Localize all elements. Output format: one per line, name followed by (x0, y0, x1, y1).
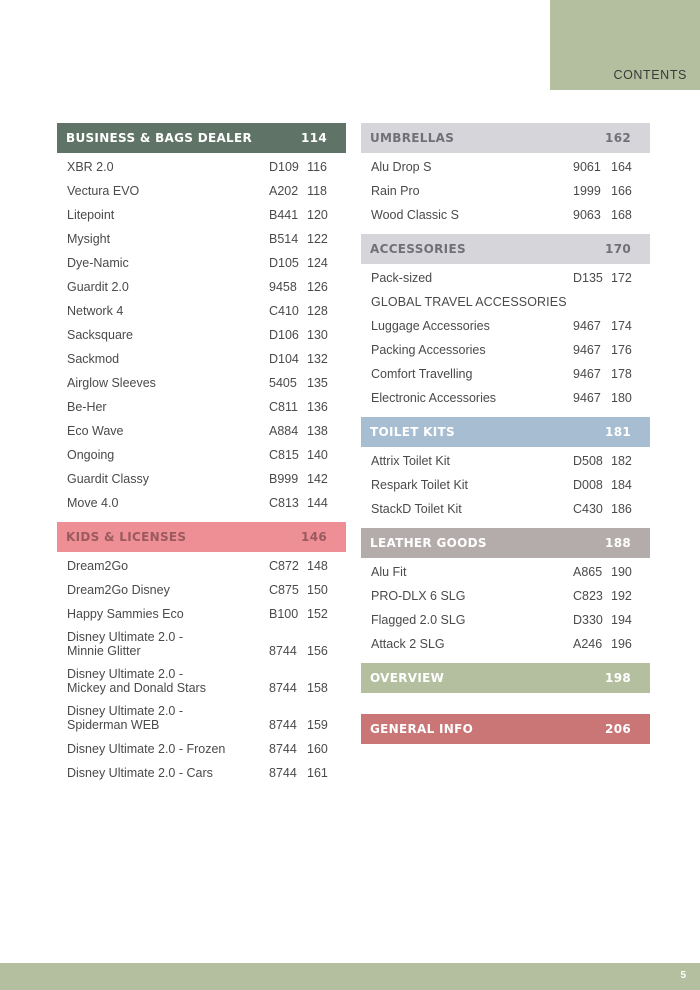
entry-name (67, 699, 269, 736)
entry-name (67, 662, 269, 699)
entry-page: 182 (611, 454, 632, 468)
entry-page: 142 (307, 472, 328, 486)
entry-name-line: Litepoint (67, 208, 115, 222)
entry-name-line: Dream2Go (67, 559, 129, 573)
toc-entry[interactable] (57, 490, 346, 514)
toc-entry[interactable] (361, 472, 650, 496)
toc-entry[interactable] (57, 466, 346, 490)
entry-code: 9061 (573, 160, 601, 174)
entry-page: 118 (307, 184, 327, 198)
entry-code: C430 (573, 502, 603, 516)
entry-page: 166 (611, 184, 632, 198)
entry-code: 8744 (269, 742, 297, 756)
section-header[interactable] (57, 522, 346, 552)
entry-name (67, 179, 269, 202)
section-title: BUSINESS & BAGS DEALER (66, 131, 253, 145)
footer-bar (0, 963, 700, 990)
entry-name (371, 497, 573, 520)
entry-code: 9467 (573, 391, 601, 405)
entry-name (371, 362, 573, 385)
entry-page: 122 (307, 232, 328, 246)
entry-page: 156 (307, 644, 328, 658)
entry-name-line: Alu Drop S (371, 160, 432, 174)
toc-entry[interactable] (361, 361, 650, 385)
entry-page: 140 (307, 448, 328, 462)
entry-name-line: Pack-sized (371, 271, 433, 285)
entry-name-line: Sackmod (67, 352, 120, 366)
entry-name-line: Alu Fit (371, 565, 407, 579)
toc-section (57, 123, 346, 522)
contents-label: CONTENTS (613, 68, 687, 82)
entry-code: C813 (269, 496, 299, 510)
entry-page: 138 (307, 424, 328, 438)
entry-page: 148 (307, 559, 328, 573)
entry-name-line: Attack 2 SLG (371, 637, 445, 651)
section-page: 162 (605, 131, 631, 145)
section-spacer (361, 744, 650, 755)
entry-code: 9467 (573, 343, 601, 357)
entry-name (371, 155, 573, 178)
entry-name-line: Disney Ultimate 2.0 - (67, 667, 184, 681)
entry-name-line: Guardit Classy (67, 472, 149, 486)
entry-name (67, 761, 269, 784)
entry-code: D104 (269, 352, 299, 366)
section-spacer (361, 693, 650, 704)
entry-code: 8744 (269, 766, 297, 780)
toc-section (361, 123, 650, 234)
section-title: TOILET KITS (370, 425, 455, 439)
entry-code: 9458 (269, 280, 297, 294)
toc-entry[interactable] (57, 736, 346, 760)
entry-name (67, 251, 269, 274)
entry-name-line: Disney Ultimate 2.0 - (67, 704, 184, 718)
entry-name-line: Sacksquare (67, 328, 134, 342)
entry-name-line: Mysight (67, 232, 111, 246)
entry-name (371, 473, 573, 496)
toc-entry[interactable] (361, 385, 650, 409)
entry-name (371, 314, 573, 337)
entry-name (67, 491, 269, 514)
entry-code: A246 (573, 637, 603, 651)
entry-name-line: Wood Classic S (371, 208, 459, 222)
toc-entry[interactable] (57, 577, 346, 601)
entry-page: 176 (611, 343, 632, 357)
entry-page: 164 (611, 160, 632, 174)
toc-entry[interactable] (57, 370, 346, 394)
entry-name (371, 338, 573, 361)
toc-section (57, 522, 346, 792)
entry-code: C815 (269, 448, 299, 462)
entry-code: 5405 (269, 376, 297, 390)
entry-code: C811 (269, 400, 298, 414)
entry-name (371, 560, 573, 583)
entry-name-line: Respark Toilet Kit (371, 478, 469, 492)
toc-entry[interactable] (57, 394, 346, 418)
entry-page: 172 (611, 271, 632, 285)
entry-page: 160 (307, 742, 328, 756)
contents-tab (550, 0, 700, 90)
entry-name (371, 203, 573, 226)
entry-name (67, 275, 269, 298)
section-header[interactable] (361, 123, 650, 153)
section-title: ACCESSORIES (370, 242, 466, 256)
entry-name-line: Attrix Toilet Kit (371, 454, 450, 468)
entry-name (67, 347, 269, 370)
entry-name-line: GLOBAL TRAVEL ACCESSORIES (371, 295, 567, 309)
toc-entry[interactable] (57, 553, 346, 577)
section-items (361, 264, 650, 417)
entry-code: 9467 (573, 367, 601, 381)
section-page: 181 (605, 425, 631, 439)
entry-name-line: Dream2Go Disney (67, 583, 170, 597)
entry-name-line: Disney Ultimate 2.0 - (67, 630, 184, 644)
entry-name-line: Be-Her (67, 400, 107, 414)
toc-entry[interactable] (57, 760, 346, 784)
toc-entry[interactable] (361, 202, 650, 226)
entry-code: B999 (269, 472, 299, 486)
toc-entry[interactable] (57, 442, 346, 466)
entry-page: 124 (307, 256, 328, 270)
entry-code: D008 (573, 478, 603, 492)
entry-name (67, 155, 269, 178)
entry-page: 190 (611, 565, 632, 579)
section-page: 114 (301, 131, 327, 145)
page-number: 5 (680, 970, 686, 981)
entry-code: A865 (573, 565, 603, 579)
entry-name (371, 449, 573, 472)
entry-page: 159 (307, 718, 328, 732)
section-items (361, 447, 650, 528)
toc-entry[interactable] (57, 226, 346, 250)
entry-name-line: Eco Wave (67, 424, 124, 438)
section-page: 170 (605, 242, 631, 256)
toc-section (361, 528, 650, 663)
entry-code: B100 (269, 607, 299, 621)
section-title: LEATHER GOODS (370, 536, 487, 550)
entry-page: 126 (307, 280, 328, 294)
toc-entry[interactable] (57, 322, 346, 346)
entry-page (611, 309, 631, 313)
entry-page: 116 (307, 160, 327, 174)
entry-code: A884 (269, 424, 299, 438)
entry-name-line: Disney Ultimate 2.0 - Cars (67, 766, 213, 780)
entry-name (371, 290, 573, 313)
toc-section (361, 234, 650, 417)
toc-section (361, 714, 650, 755)
entry-code: 9467 (573, 319, 601, 333)
section-items (361, 558, 650, 663)
entry-name (67, 227, 269, 250)
entry-name (371, 632, 573, 655)
toc-entry[interactable] (361, 178, 650, 202)
entry-page: 128 (307, 304, 328, 318)
section-page: 206 (605, 722, 631, 736)
entry-page: 180 (611, 391, 632, 405)
entry-code: D135 (573, 271, 603, 285)
entry-code: D109 (269, 160, 299, 174)
entry-name-line: Vectura EVO (67, 184, 140, 198)
toc-entry[interactable] (57, 418, 346, 442)
toc-entry[interactable] (57, 250, 346, 274)
entry-code: C823 (573, 589, 603, 603)
entry-name (67, 299, 269, 322)
toc-entry[interactable] (361, 337, 650, 361)
entry-code: D508 (573, 454, 603, 468)
entry-page: 152 (307, 607, 328, 621)
entry-name-line: PRO-DLX 6 SLG (371, 589, 466, 603)
toc-entry[interactable] (57, 625, 346, 662)
entry-name-line-2: Mickey and Donald Stars (67, 681, 206, 695)
entry-name-line: Packing Accessories (371, 343, 486, 357)
entry-code: 8744 (269, 644, 297, 658)
entry-page: 186 (611, 502, 632, 516)
section-items (57, 552, 346, 792)
section-header[interactable] (361, 417, 650, 447)
entry-name-line: Dye-Namic (67, 256, 129, 270)
toc-entry[interactable] (57, 154, 346, 178)
toc-entry[interactable] (57, 178, 346, 202)
entry-page: 136 (307, 400, 328, 414)
toc-entry[interactable] (361, 559, 650, 583)
entry-name-line: Electronic Accessories (371, 391, 497, 405)
right-column (361, 123, 650, 755)
entry-name-line: Move 4.0 (67, 496, 119, 510)
section-page: 198 (605, 671, 631, 685)
left-column (57, 123, 346, 792)
toc-entry[interactable] (361, 154, 650, 178)
entry-page: 132 (307, 352, 328, 366)
toc-entry[interactable] (361, 448, 650, 472)
entry-name-line: Disney Ultimate 2.0 - Frozen (67, 742, 226, 756)
section-header[interactable] (361, 234, 650, 264)
section-items (57, 153, 346, 522)
section-header[interactable] (57, 123, 346, 153)
entry-page: 135 (307, 376, 328, 390)
entry-code: D105 (269, 256, 299, 270)
entry-name-line: XBR 2.0 (67, 160, 114, 174)
entry-page: 194 (611, 613, 632, 627)
entry-name (67, 467, 269, 490)
entry-name (371, 386, 573, 409)
entry-name (67, 323, 269, 346)
entry-page: 130 (307, 328, 328, 342)
toc-entry[interactable] (361, 607, 650, 631)
entry-page: 144 (307, 496, 328, 510)
toc-entry[interactable] (57, 699, 346, 736)
toc-entry[interactable] (57, 662, 346, 699)
section-header[interactable] (361, 528, 650, 558)
entry-name-line: Flagged 2.0 SLG (371, 613, 466, 627)
toc-entry[interactable] (57, 601, 346, 625)
entry-name (67, 419, 269, 442)
entry-name-line: Ongoing (67, 448, 115, 462)
entry-name-line: Rain Pro (371, 184, 420, 198)
entry-name (371, 584, 573, 607)
entry-code: D106 (269, 328, 299, 342)
entry-page: 120 (307, 208, 328, 222)
section-title: UMBRELLAS (370, 131, 455, 145)
toc-section (361, 663, 650, 704)
entry-code: B441 (269, 208, 299, 222)
entry-name (67, 554, 269, 577)
entry-page: 174 (611, 319, 632, 333)
entry-code: 8744 (269, 681, 297, 695)
entry-name-line: Happy Sammies Eco (67, 607, 184, 621)
section-title: KIDS & LICENSES (66, 530, 187, 544)
section-page: 188 (605, 536, 631, 550)
toc-entry[interactable] (361, 631, 650, 655)
entry-code: 8744 (269, 718, 297, 732)
entry-code: A202 (269, 184, 299, 198)
section-title: OVERVIEW (370, 671, 445, 685)
entry-page: 196 (611, 637, 632, 651)
entry-name (371, 179, 573, 202)
toc-entry[interactable] (57, 274, 346, 298)
entry-page: 161 (307, 766, 328, 780)
entry-name (67, 625, 269, 662)
entry-name-line: Comfort Travelling (371, 367, 473, 381)
entry-page: 178 (611, 367, 632, 381)
entry-name (371, 608, 573, 631)
toc-entry[interactable] (57, 298, 346, 322)
section-header[interactable] (361, 714, 650, 744)
entry-name (67, 371, 269, 394)
entry-page: 158 (307, 681, 328, 695)
entry-code: 1999 (573, 184, 601, 198)
entry-code (573, 309, 611, 313)
toc-entry[interactable] (361, 313, 650, 337)
entry-page: 192 (611, 589, 632, 603)
section-header[interactable] (361, 663, 650, 693)
entry-name-line: StackD Toilet Kit (371, 502, 462, 516)
entry-name (67, 395, 269, 418)
entry-code: B514 (269, 232, 299, 246)
entry-name (67, 443, 269, 466)
toc-entry[interactable] (361, 289, 650, 313)
toc-entry[interactable] (361, 496, 650, 520)
toc-section (361, 417, 650, 528)
section-title: GENERAL INFO (370, 722, 474, 736)
entry-code: C410 (269, 304, 299, 318)
section-items (361, 153, 650, 234)
entry-name (67, 737, 269, 760)
entry-code: D330 (573, 613, 603, 627)
entry-page: 150 (307, 583, 328, 597)
entry-name (67, 602, 269, 625)
entry-code: C875 (269, 583, 299, 597)
entry-page: 184 (611, 478, 632, 492)
entry-name-line: Network 4 (67, 304, 124, 318)
toc-entry[interactable] (57, 202, 346, 226)
entry-name-line: Guardit 2.0 (67, 280, 129, 294)
entry-name (67, 203, 269, 226)
section-page: 146 (301, 530, 327, 544)
entry-name-line-2: Minnie Glitter (67, 644, 141, 658)
toc-entry[interactable] (361, 265, 650, 289)
entry-page: 168 (611, 208, 632, 222)
entry-code: C872 (269, 559, 299, 573)
toc-entry[interactable] (361, 583, 650, 607)
entry-name-line: Luggage Accessories (371, 319, 490, 333)
entry-name-line: Airglow Sleeves (67, 376, 156, 390)
toc-entry[interactable] (57, 346, 346, 370)
entry-name-line-2: Spiderman WEB (67, 718, 160, 732)
entry-code: 9063 (573, 208, 601, 222)
entry-name (371, 266, 573, 289)
entry-name (67, 578, 269, 601)
